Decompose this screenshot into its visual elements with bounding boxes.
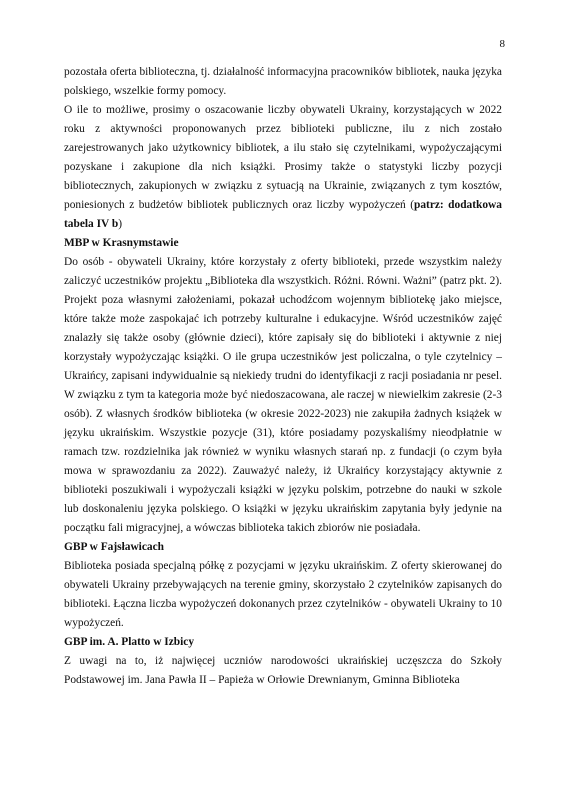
paragraph-request-closing: ) [118, 218, 123, 230]
paragraph-mbp-krasnystaw: Do osób - obywateli Ukrainy, które korzystały z oferty biblioteki, przede wszystkim należy zaliczyć uczestników projektu „Biblioteka dla wszystkich. Różni. Równi. Ważni” (patrz pkt. 2). Projekt poza własnymi założeniami, pokazał uchodźcom wojennym bibliotekę jako miejsce, które także może zaspokajać ich potrzeby kulturalne i edukacyjne. Wśród uczestników zajęć znalazły się także osoby (głównie dzieci), które zapisały się do biblioteki i aktywnie z niej korzystały wypożyczając książki. O ile grupa uczestników jest policzalna, o tyle czytelnicy – Ukraińcy, zapisani indywidualnie są niekiedy trudni do identyfikacji z racji posiadania nr pesel. W związku z tym ta kategoria może być niedoszacowana, ale raczej w niewielkim zakresie (2-3 osób). Z własnych środków biblioteka (w okresie 2022-2023) nie zakupiła żadnych książek w języku ukraińskim. Wszystkie pozycje (31), które posiadamy pozyskaliśmy nieodpłatnie w ramach tzw. rozdzielnika jak również w wyniku własnych starań np. z fundacji (o czym była mowa w sprawozdaniu za 2022). Zauważyć należy, iż Ukraińcy korzystający aktywnie z biblioteki poszukiwali i wypożyczali książki w języku polskim, potrzebne do nauki w szkole lub doskonaleniu języka polskiego. O książki w języku ukraińskim zapytania były jedynie na początku fali migracyjnej, a wówczas biblioteka takich zbiorów nie posiadała. [64, 256, 502, 534]
page-number: 8 [499, 38, 505, 50]
paragraph-request-text: O ile to możliwe, prosimy o oszacowanie liczby obywateli Ukrainy, korzystających w 2022 roku z aktywności proponowanych przez biblioteki publiczne, ilu z nich zostało zarejestrowanych jako użytkownicy bibliotek, a ilu stało się czytelnikami, wypożyczającymi pozyskane i zakupione dla nich książki. Prosimy także o statystyki liczby pozycji bibliotecznych, zakupionych w związku z sytuacją na Ukrainie, związanych z tym kosztów, poniesionych z budżetów bibliotek publicznych oraz liczby wypożyczeń ( [64, 104, 502, 211]
section-heading-mbp-krasnystaw: MBP w Krasnymstawie [64, 237, 179, 249]
section-heading-gbp-fajslawice: GBP w Fajsławicach [64, 541, 164, 553]
paragraph-request-statistics [64, 101, 502, 234]
paragraph-gbp-izbica: Z uwagi na to, iż najwięcej uczniów narodowości ukraińskiej uczęszcza do Szkoły Podstawowej im. Jana Pawła II – Papieża w Orłowie Drewnianym, Gminna Biblioteka [64, 655, 502, 686]
document-body [64, 63, 502, 690]
section-heading-gbp-izbica: GBP im. A. Platto w Izbicy [64, 636, 195, 648]
paragraph-request-bold-reference: patrz: dodatkowa tabela IV b [64, 199, 502, 230]
paragraph-continuation: pozostała oferta biblioteczna, tj. działalność informacyjna pracowników bibliotek, nauka języka polskiego, wszelkie formy pomocy. [64, 66, 502, 97]
paragraph-gbp-fajslawice: Biblioteka posiada specjalną półkę z pozycjami w języku ukraińskim. Z oferty skierowanej do obywateli Ukrainy przebywających na terenie gminy, skorzystało 2 czytelników zapisanych do biblioteki. Łączna liczba wypożyczeń dokonanych przez czytelników - obywateli Ukrainy to 10 wypożyczeń. [64, 560, 502, 629]
